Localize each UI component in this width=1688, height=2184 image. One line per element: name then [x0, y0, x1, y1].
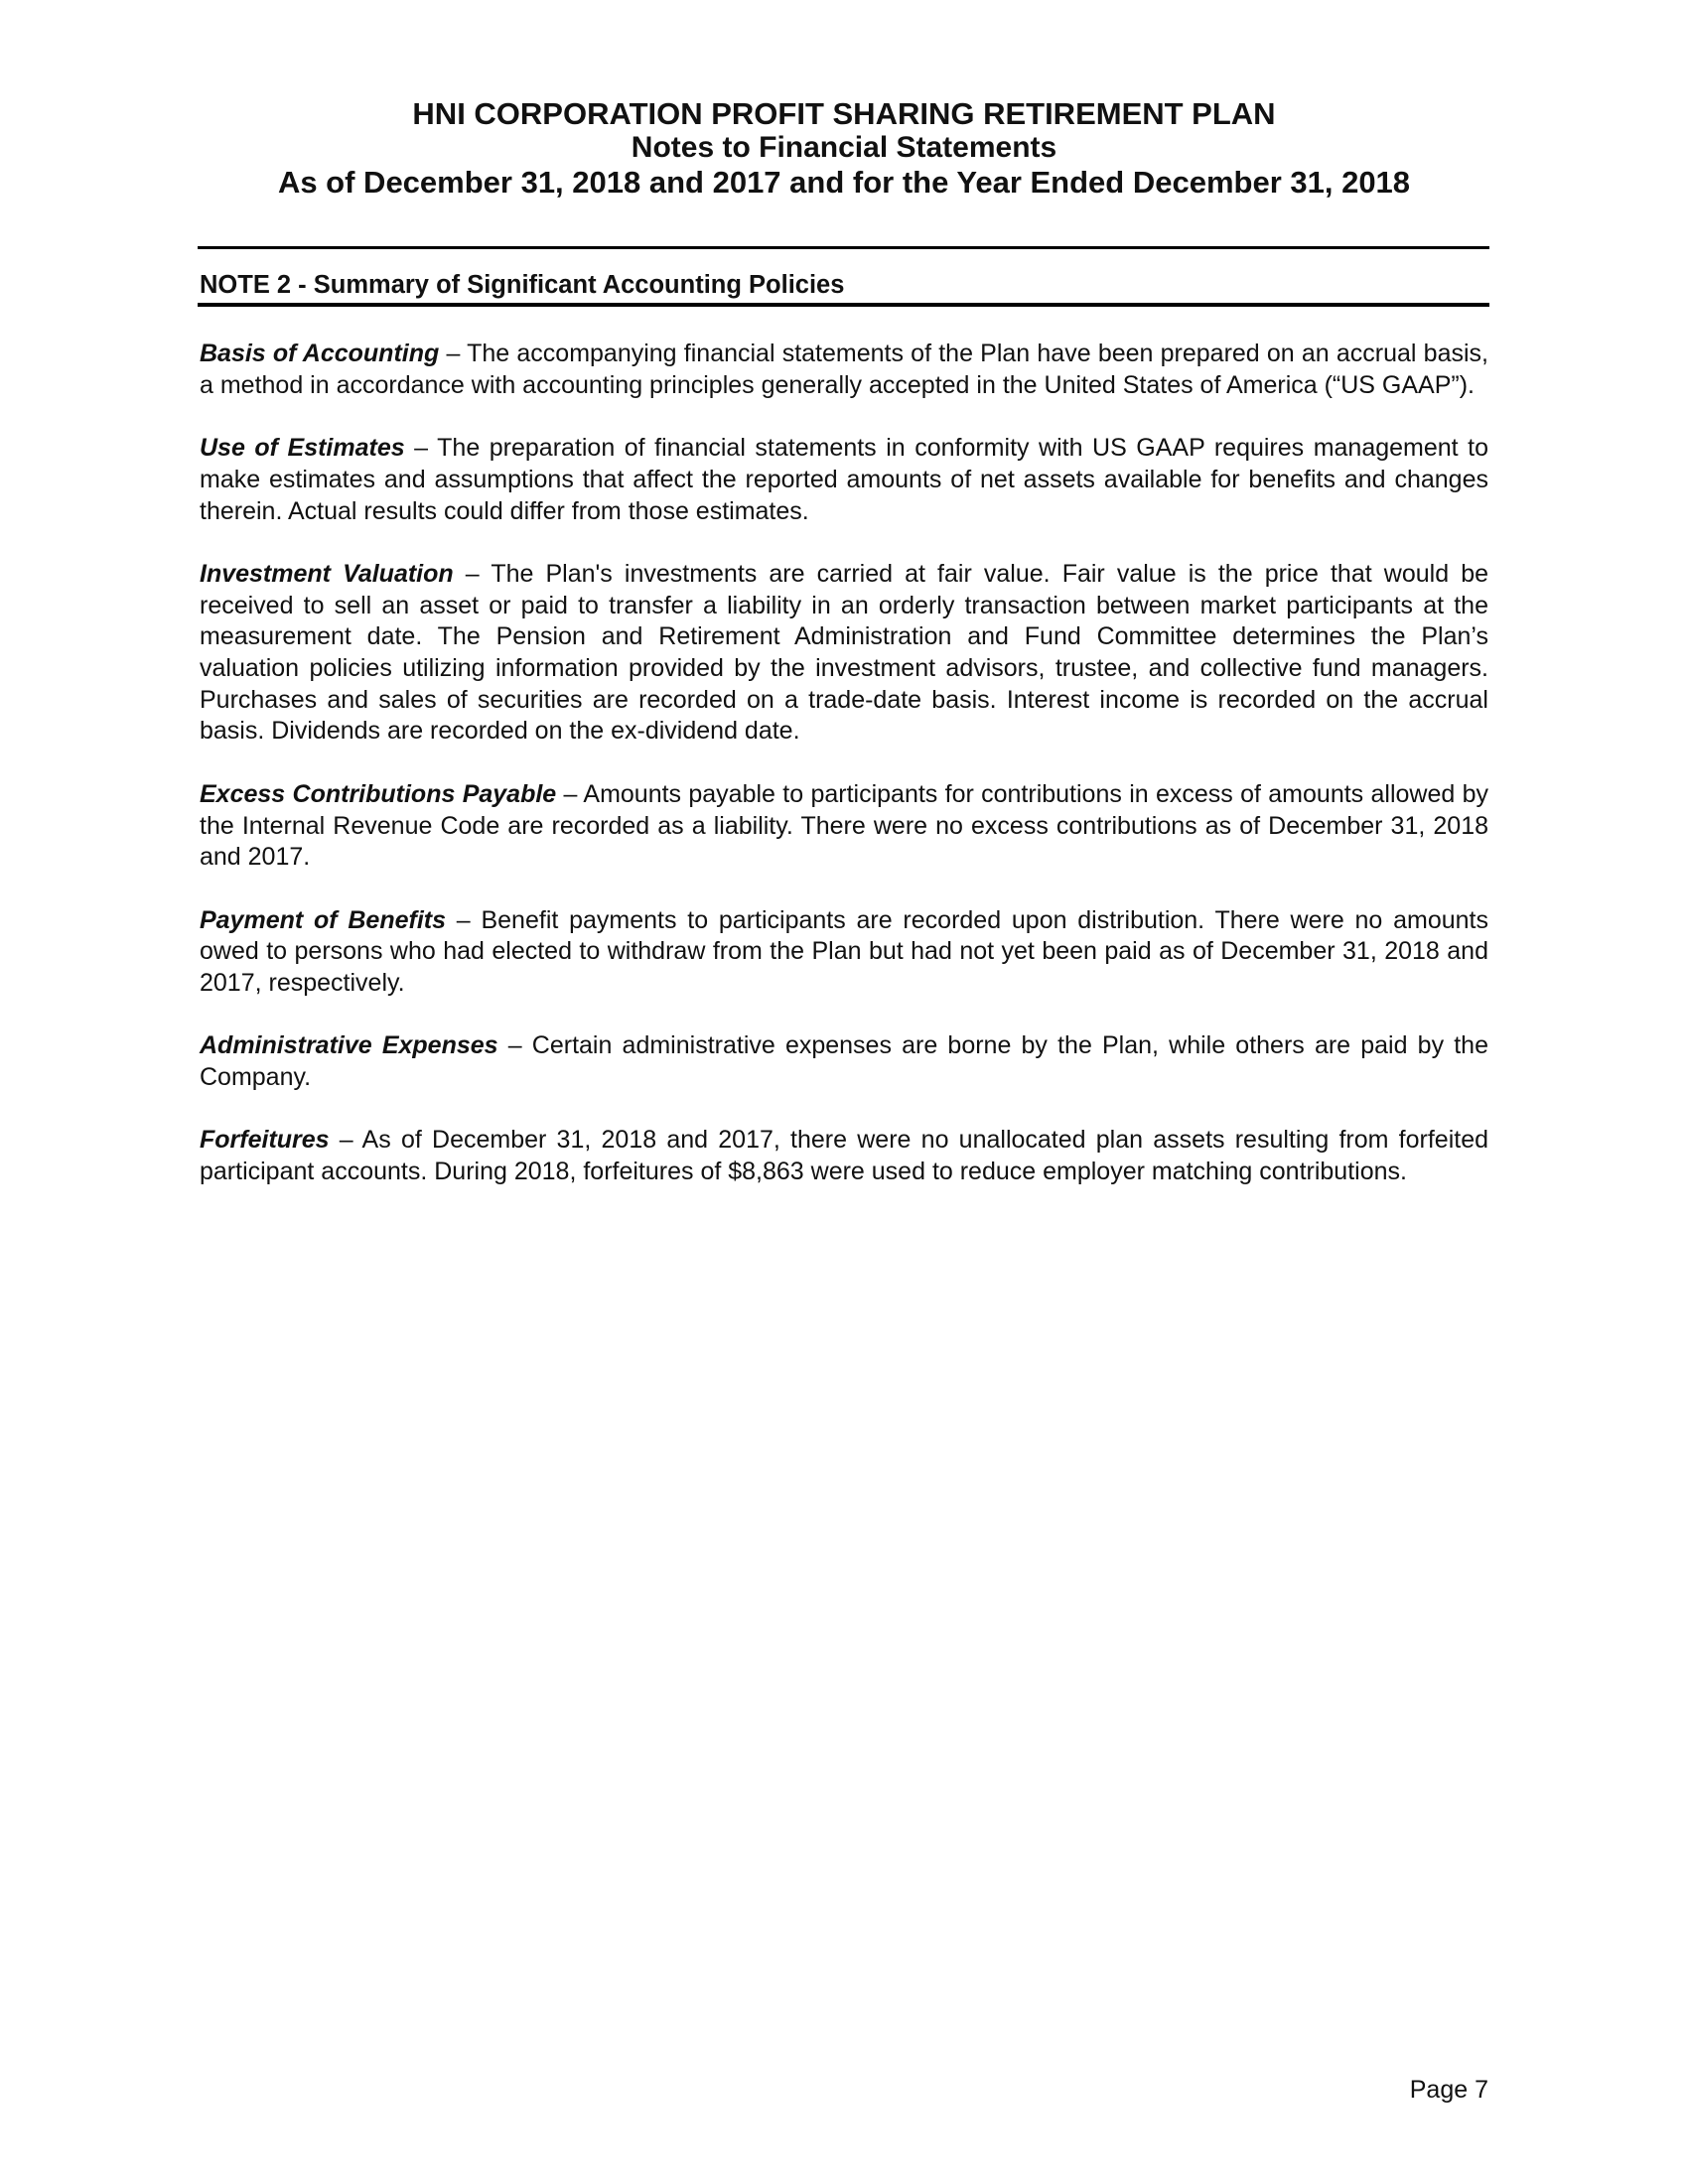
policy-administrative-expenses	[200, 1030, 1488, 1093]
header-divider	[198, 246, 1489, 249]
policy-text: – As of December 31, 2018 and 2017, there were no unallocated plan assets resulting from forfeited participant accounts. During 2018, forfeitures of $8,863 were used to reduce employer matching contributions.	[200, 1126, 1488, 1186]
policy-text: – The Plan's investments are carried at fair value. Fair value is the price that would be received to sell an asset or paid to transfer a liability in an orderly transaction between market participants at the measurement date. The Pension and Retirement Administration and Fund Committee determines the Plan’s valuation policies utilizing information provided by the investment advisors, trustee, and collective fund managers. Purchases and sales of securities are recorded on a trade-date basis. Interest income is recorded on the accrual basis. Dividends are recorded on the ex-dividend date.	[200, 559, 1488, 746]
policy-excess-contributions	[200, 779, 1488, 874]
plan-title: HNI CORPORATION PROFIT SHARING RETIREMENT PLAN	[412, 96, 1276, 131]
policies-body	[200, 339, 1488, 1220]
policy-heading: Administrative Expenses	[200, 1031, 498, 1060]
policy-investment-valuation	[200, 559, 1488, 748]
note-title: NOTE 2 - Summary of Significant Accounting Policies	[200, 271, 845, 299]
policy-heading: Use of Estimates	[200, 434, 405, 463]
page-number: Page 7	[1409, 2076, 1488, 2104]
policy-basis-of-accounting	[200, 339, 1488, 401]
document-header	[0, 97, 1688, 201]
policy-use-of-estimates	[200, 433, 1488, 527]
policy-text: – Certain administrative expenses are borne by the Plan, while others are paid by the Company.	[200, 1031, 1488, 1092]
policy-heading: Excess Contributions Payable	[200, 779, 557, 808]
policy-forfeitures	[200, 1125, 1488, 1187]
policy-heading: Basis of Accounting	[200, 340, 440, 367]
policy-heading: Payment of Benefits	[200, 905, 447, 934]
note-title-underline	[198, 303, 1489, 307]
policy-text: – Amounts payable to participants for contributions in excess of amounts allowed by the Internal Revenue Code are recorded as a liability. There were no excess contributions as of December 31, 2018 and 2017.	[200, 779, 1488, 872]
policy-text: – The preparation of financial statements in conformity with US GAAP requires management to make estimates and assumptions that affect the reported amounts of net assets available for benefits and changes therein. Actual results could differ from those estimates.	[200, 434, 1488, 525]
policy-text: – The accompanying financial statements of the Plan have been prepared on an accrual basis, a method in accordance with accounting principles generally accepted in the United States of America (“US GAAP”).	[200, 340, 1488, 399]
policy-heading: Investment Valuation	[200, 559, 454, 588]
document-subtitle: Notes to Financial Statements	[631, 131, 1057, 164]
policy-heading: Forfeitures	[200, 1126, 330, 1155]
policy-payment-of-benefits	[200, 905, 1488, 1000]
policy-text: – Benefit payments to participants are recorded upon distribution. There were no amounts owed to persons who had elected to withdraw from the Plan but had not yet been paid as of December 31, 2018 and 2017, respectively.	[200, 905, 1488, 997]
period-title: As of December 31, 2018 and 2017 and for the Year Ended December 31, 2018	[277, 165, 1411, 200]
